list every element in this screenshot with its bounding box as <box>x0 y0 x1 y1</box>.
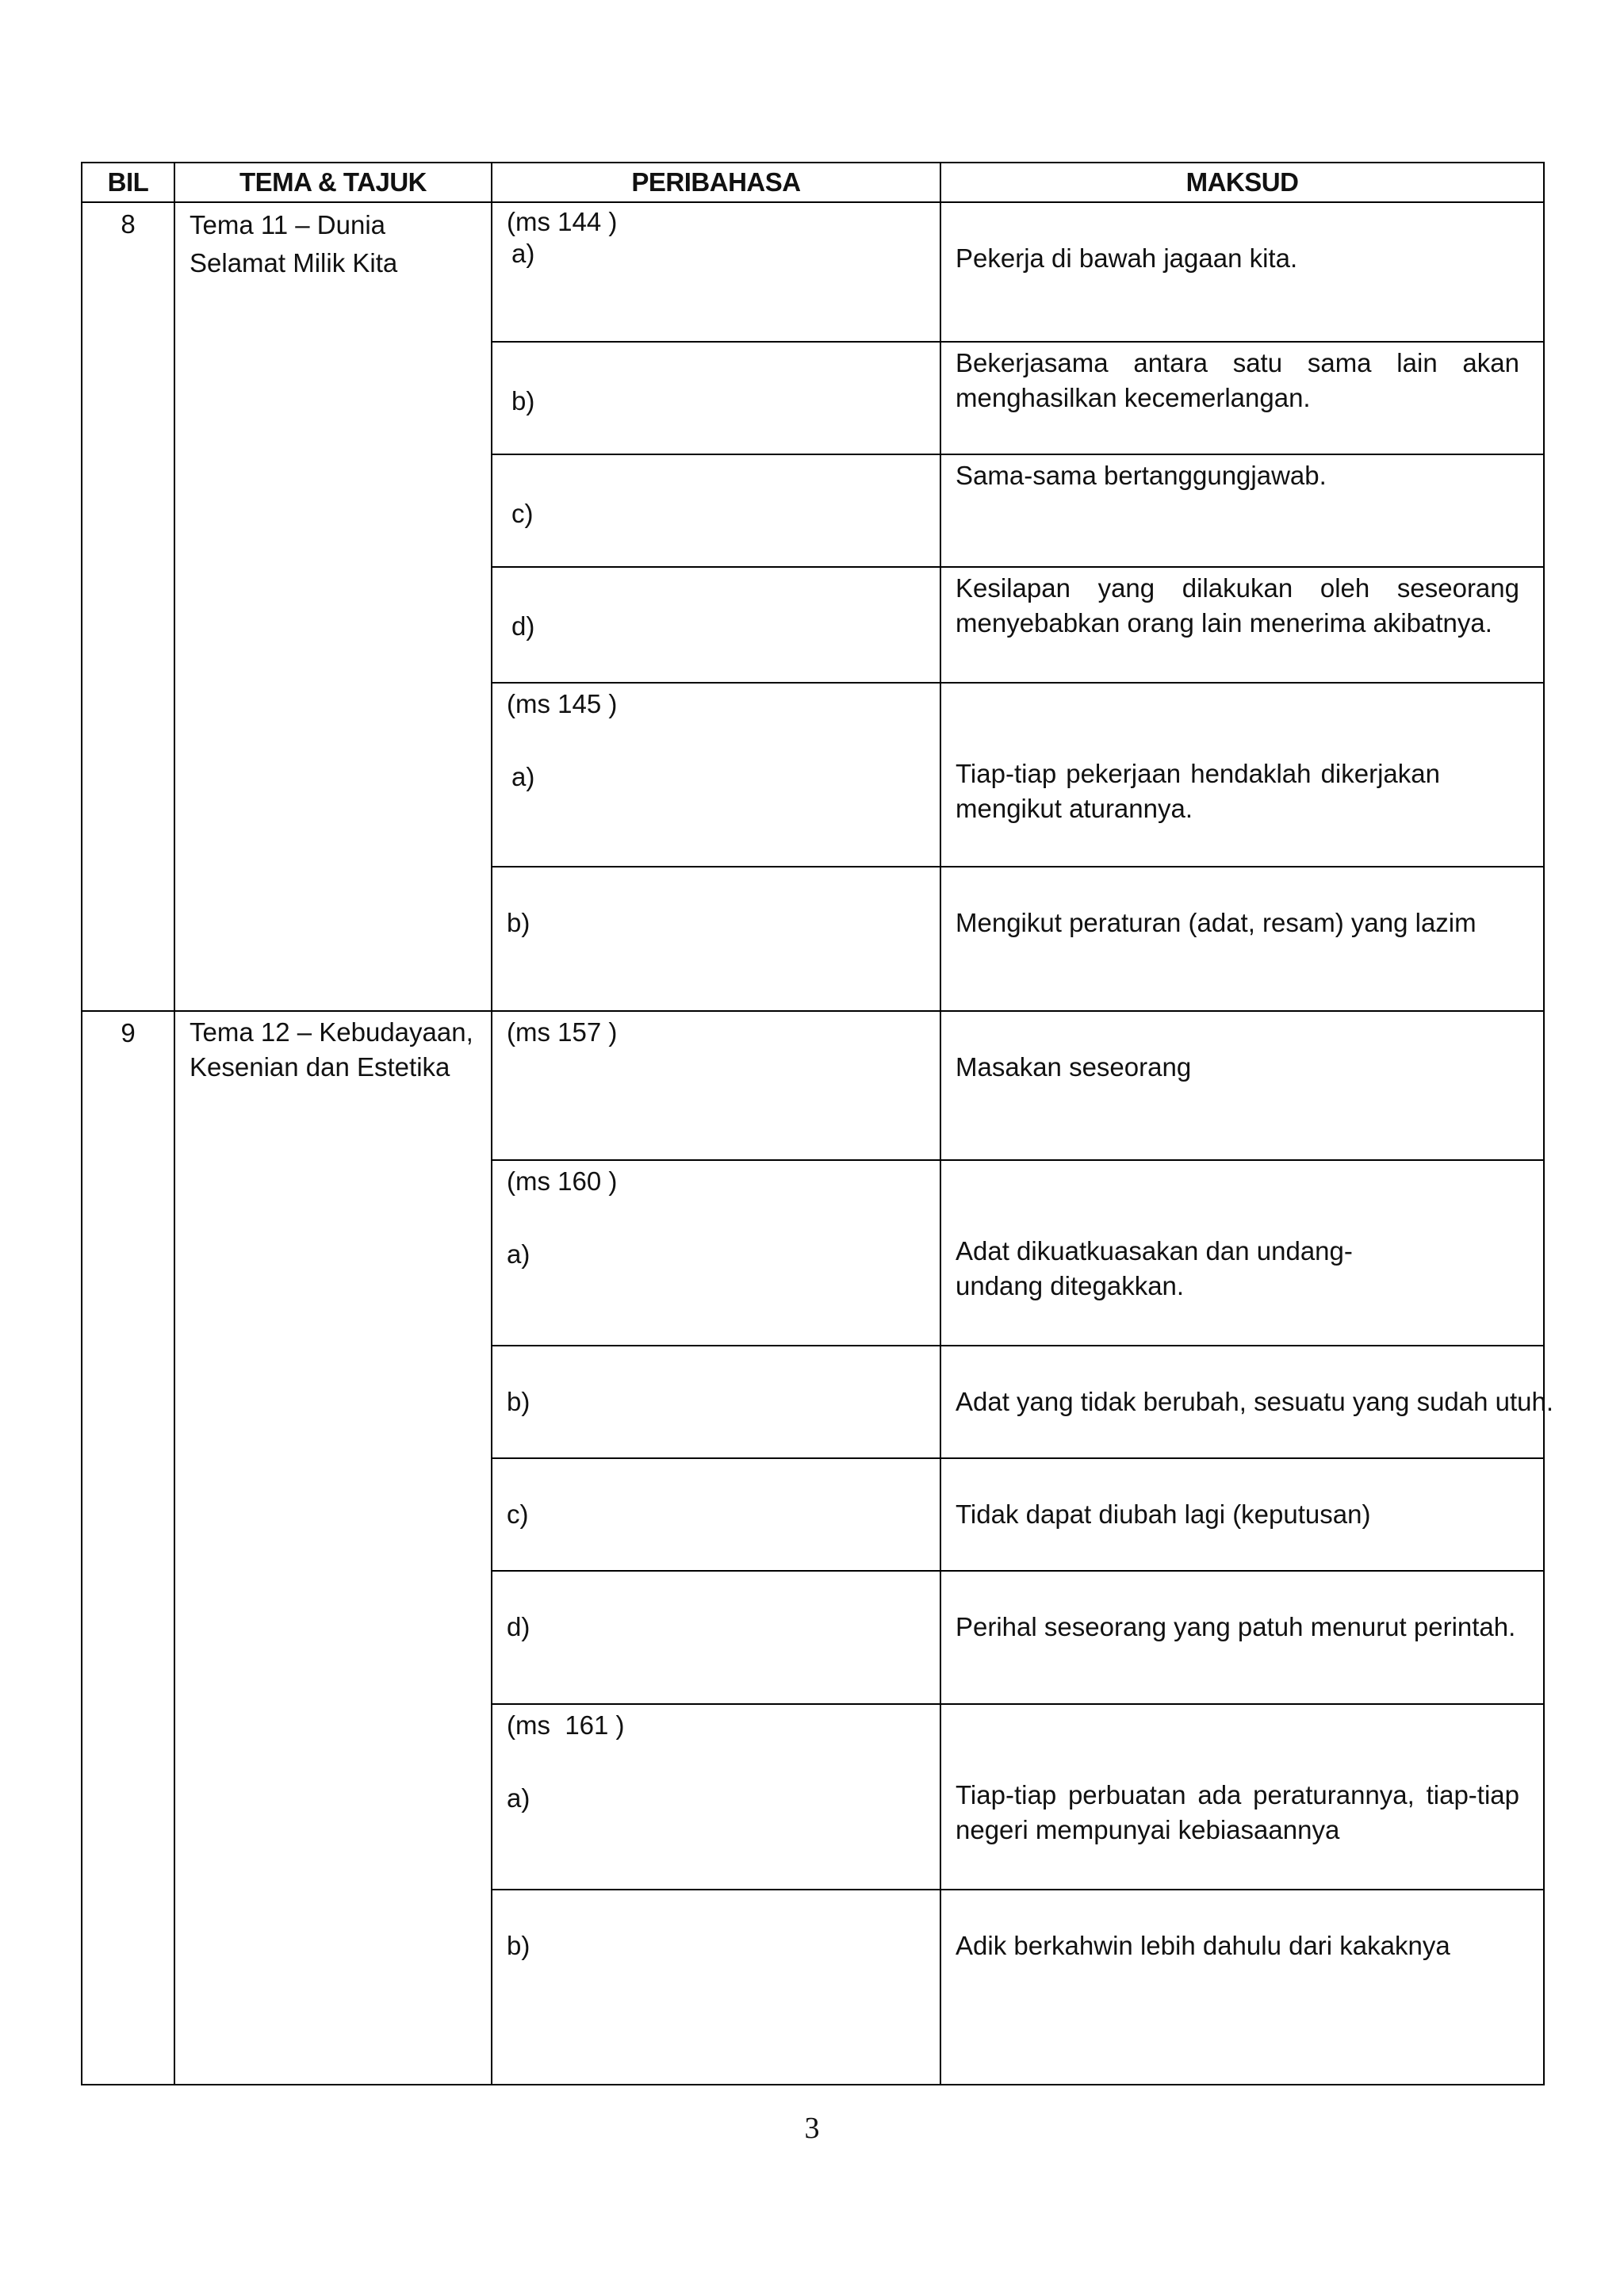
ms-reference: (ms 161 ) <box>507 1710 625 1740</box>
peribahasa-cell <box>492 683 940 867</box>
peribahasa-cell <box>492 1571 940 1704</box>
item-label: d) <box>511 611 535 641</box>
maksud-cell <box>940 1346 1554 1458</box>
maksud-text: Sama-sama bertanggungjawab. <box>956 461 1327 490</box>
item-label: b) <box>507 1387 530 1416</box>
maksud-text: Masakan seseorang <box>956 1052 1192 1082</box>
item-label: c) <box>507 1499 529 1529</box>
maksud-cell <box>940 867 1544 1011</box>
peribahasa-cell <box>492 342 940 454</box>
maksud-text: Mengikut peraturan (adat, resam) yang lazim <box>956 908 1477 937</box>
table-row <box>82 1011 1544 1160</box>
maksud-text: Tidak dapat diubah lagi (keputusan) <box>956 1499 1371 1529</box>
peribahasa-cell <box>492 1704 940 1890</box>
header-peribahasa: PERIBAHASA <box>492 163 940 202</box>
peribahasa-cell <box>492 567 940 683</box>
maksud-cell <box>940 1890 1544 2085</box>
maksud-cell <box>940 683 1544 867</box>
item-label: b) <box>507 1931 530 1960</box>
bil-cell: 9 <box>82 1011 174 2085</box>
table-header-row <box>82 163 1544 202</box>
item-label: d) <box>507 1612 530 1641</box>
maksud-text: Adik berkahwin lebih dahulu dari kakaknya <box>956 1931 1450 1960</box>
ms-reference: (ms 157 ) <box>507 1017 618 1047</box>
ms-reference: (ms 144 ) <box>507 207 618 236</box>
maksud-cell <box>940 1160 1544 1346</box>
peribahasa-cell <box>492 202 940 342</box>
item-label: c) <box>511 499 534 528</box>
tema-cell <box>174 202 492 1011</box>
tema-line: Kesenian dan Estetika <box>190 1052 450 1082</box>
peribahasa-table <box>81 162 1554 2085</box>
tema-line: Tema 12 – Kebudayaan, <box>190 1017 473 1047</box>
header-bil: BIL <box>82 163 174 202</box>
item-label: a) <box>507 1783 530 1813</box>
peribahasa-cell <box>492 1160 940 1346</box>
tema-line: Selamat Milik Kita <box>190 248 398 278</box>
peribahasa-cell <box>492 1458 940 1571</box>
maksud-text: Tiap-tiap pekerjaan hendaklah dikerjakan mengikut aturannya. <box>956 759 1440 823</box>
maksud-cell <box>940 202 1544 342</box>
peribahasa-cell <box>492 1011 940 1160</box>
tema-line: Tema 11 – Dunia <box>190 210 386 239</box>
maksud-text: Perihal seseorang yang patuh menurut perintah. <box>956 1612 1516 1641</box>
item-label: b) <box>511 386 535 416</box>
bil-cell: 8 <box>82 202 174 1011</box>
maksud-cell <box>940 1704 1544 1890</box>
peribahasa-cell <box>492 1346 940 1458</box>
maksud-cell <box>940 1011 1544 1160</box>
maksud-text: Kesilapan yang dilakukan oleh seseorang menyebabkan orang lain menerima akibatnya. <box>956 573 1519 638</box>
ms-reference: (ms 160 ) <box>507 1166 618 1196</box>
ms-reference: (ms 145 ) <box>507 689 618 718</box>
maksud-cell <box>940 1458 1544 1571</box>
maksud-cell <box>940 342 1544 454</box>
maksud-cell <box>940 567 1544 683</box>
peribahasa-cell <box>492 454 940 567</box>
maksud-text: Bekerjasama antara satu sama lain akan menghasilkan kecemerlangan. <box>956 348 1519 412</box>
maksud-text: Pekerja di bawah jagaan kita. <box>956 243 1298 273</box>
item-label: a) <box>511 239 535 268</box>
item-label: a) <box>507 1239 530 1269</box>
tema-cell <box>174 1011 492 2085</box>
peribahasa-cell <box>492 867 940 1011</box>
table-row <box>82 202 1544 342</box>
peribahasa-cell <box>492 1890 940 2085</box>
maksud-cell <box>940 1571 1544 1704</box>
item-label: b) <box>507 908 530 937</box>
maksud-text: Tiap-tiap perbuatan ada peraturannya, tiap-tiap negeri mempunyai kebiasaannya <box>956 1780 1519 1844</box>
header-maksud: MAKSUD <box>940 163 1544 202</box>
maksud-text: Adat dikuatkuasakan dan undang-undang ditegakkan. <box>956 1236 1353 1300</box>
header-tema-tajuk: TEMA & TAJUK <box>174 163 492 202</box>
item-label: a) <box>511 762 535 791</box>
page-number: 3 <box>804 2112 820 2145</box>
maksud-cell <box>940 454 1544 567</box>
maksud-text: Adat yang tidak berubah, sesuatu yang sudah utuh. <box>956 1387 1554 1416</box>
